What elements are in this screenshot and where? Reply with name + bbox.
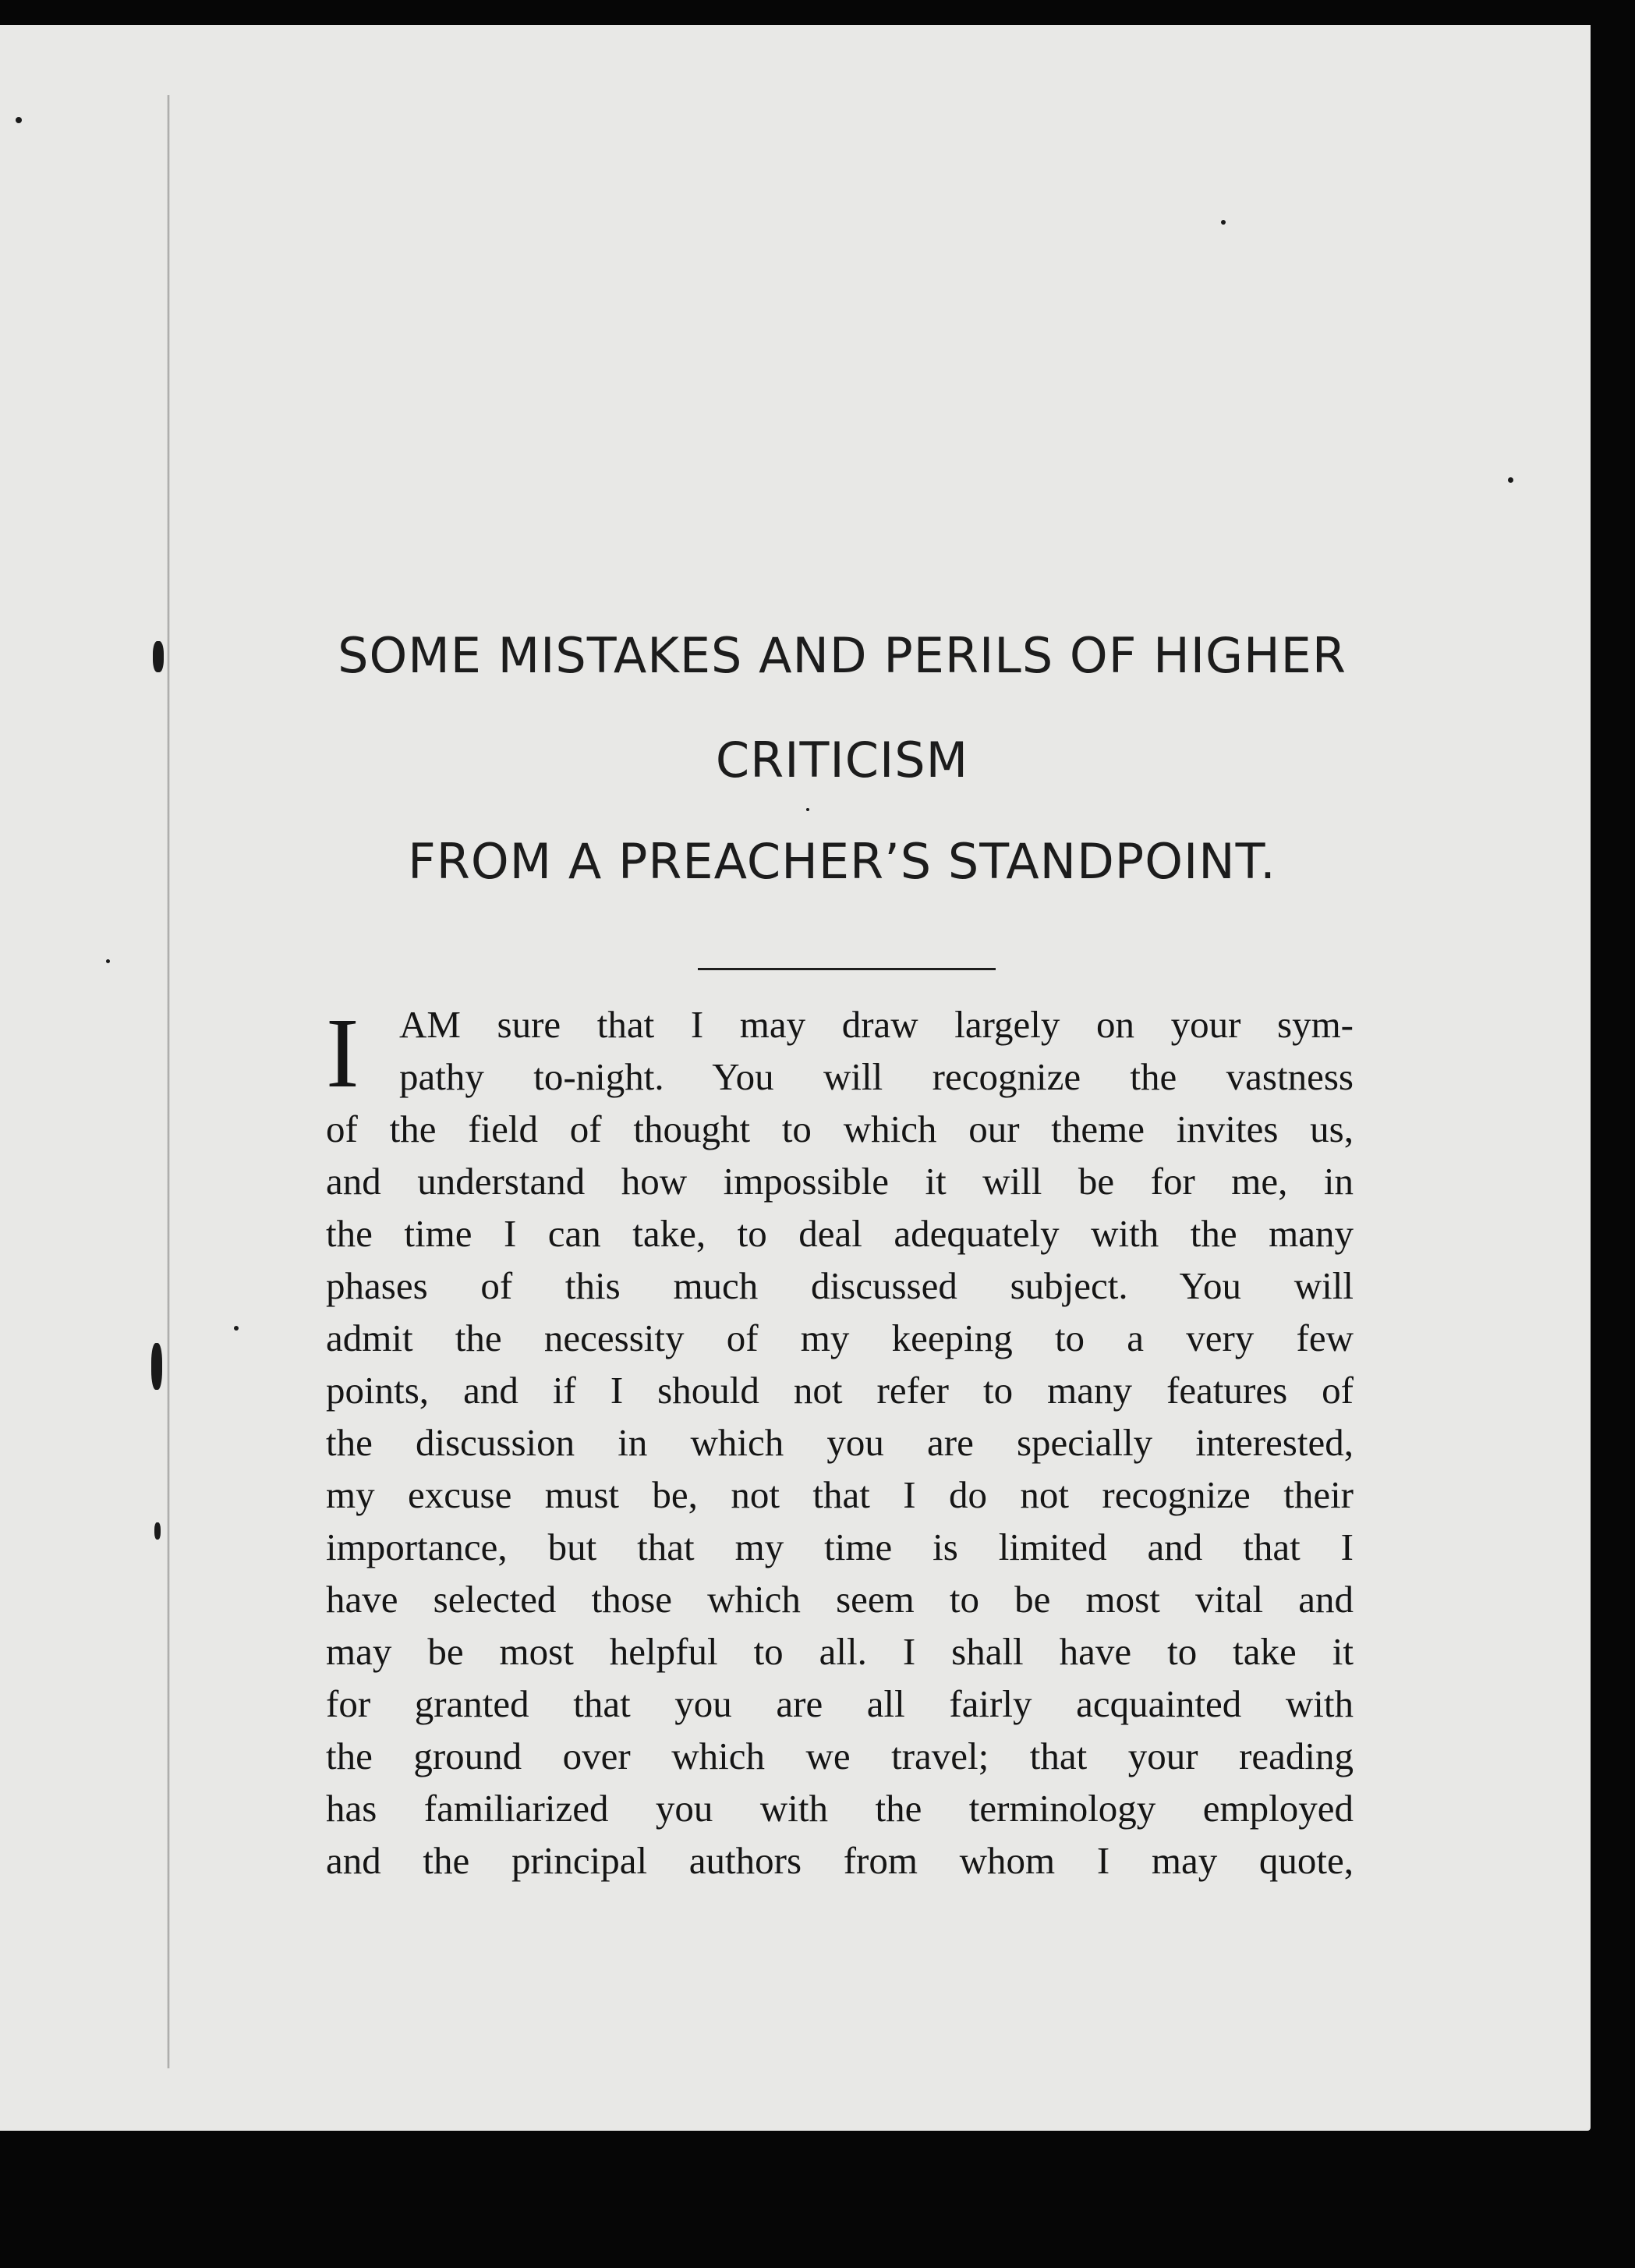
text-line: the ground over which we travel; that your reading — [326, 1735, 1354, 1777]
title-line-1: SOME MISTAKES AND PERILS OF HIGHER — [338, 627, 1347, 684]
text-line: pathy to-night. You will recognize the vastness — [399, 1055, 1354, 1098]
chapter-title — [281, 625, 1403, 933]
text-line: have selected those which seem to be most vital and — [326, 1578, 1354, 1621]
scan-speck — [106, 959, 110, 963]
scan-speck — [1221, 220, 1226, 225]
text-line: for granted that you are all fairly acquainted with — [326, 1682, 1354, 1725]
scan-speck — [234, 1326, 239, 1331]
text-line: the time I can take, to deal adequately with the many — [326, 1212, 1354, 1255]
body-text — [326, 998, 1354, 1887]
gutter-blot — [154, 1522, 161, 1540]
text-line: and the principal authors from whom I may quote, — [326, 1839, 1354, 1882]
title-line-2: CRITICISM — [715, 732, 969, 788]
text-line: may be most helpful to all. I shall have to take it — [326, 1630, 1354, 1673]
scan-speck — [1508, 477, 1513, 483]
drop-cap: I — [326, 998, 359, 1108]
gutter-fold — [167, 95, 170, 2068]
scan-speck — [806, 808, 809, 811]
title-divider — [698, 968, 996, 970]
text-line: importance, but that my time is limited and that I — [326, 1526, 1354, 1568]
text-line: admit the necessity of my keeping to a very few — [326, 1317, 1354, 1359]
text-line: and understand how impossible it will be for me, in — [326, 1160, 1354, 1203]
text-line: my excuse must be, not that I do not recognize their — [326, 1473, 1354, 1516]
text-line: points, and if I should not refer to many features of — [326, 1369, 1354, 1412]
text-line: phases of this much discussed subject. You will — [326, 1264, 1354, 1307]
gutter-blot — [151, 1343, 162, 1390]
text-line: of the field of thought to which our theme invites us, — [326, 1107, 1354, 1150]
gutter-blot — [153, 641, 164, 672]
scan-speck — [16, 117, 22, 123]
text-line: has familiarized you with the terminology employed — [326, 1787, 1354, 1830]
text-line: AM sure that I may draw largely on your sym- — [399, 1003, 1354, 1046]
title-line-3: FROM A PREACHER’S STANDPOINT. — [408, 833, 1276, 890]
text-line: the discussion in which you are specially interested, — [326, 1421, 1354, 1464]
